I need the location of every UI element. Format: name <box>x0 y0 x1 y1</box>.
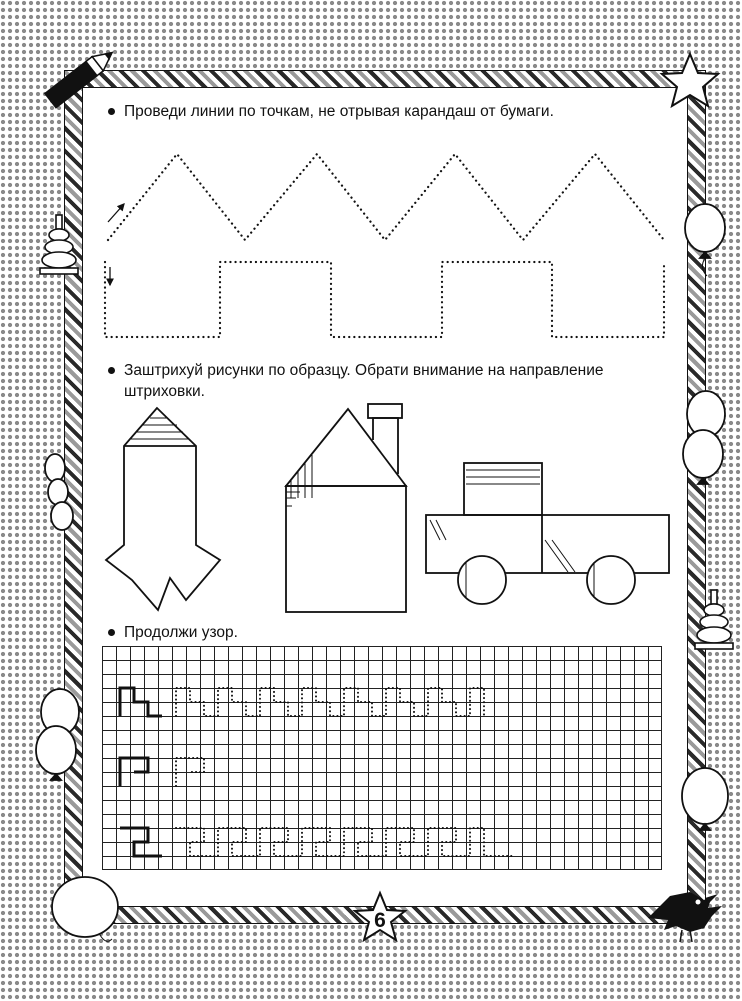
balloon-icon <box>683 391 725 484</box>
house-picture <box>286 404 406 612</box>
star-icon <box>662 54 718 106</box>
toy-pyramid-icon <box>695 590 733 649</box>
balloon-icon <box>685 204 725 276</box>
arrow-icon <box>108 204 124 222</box>
balloon-icon <box>682 768 728 830</box>
page-number: 6 <box>374 909 386 932</box>
task-continue-pattern-text: Продолжи узор. <box>124 624 238 641</box>
dotted-zigzag-line <box>108 154 664 240</box>
pattern-row-3 <box>120 828 512 856</box>
toy-pyramid-icon <box>40 215 78 274</box>
task-shade-pictures-text: Заштрихуй рисунки по образцу. Обрати внимание на направление штриховки. <box>124 362 604 400</box>
balloon-icon <box>45 454 73 530</box>
balloon-icon <box>52 877 118 941</box>
dotted-meander-line <box>105 262 664 337</box>
pattern-row-1 <box>120 688 484 716</box>
truck-picture <box>426 463 669 604</box>
balloon-icon <box>36 689 79 780</box>
pattern-row-2 <box>120 758 204 786</box>
rocket-picture <box>106 408 220 610</box>
task-trace-lines-text: Проведи линии по точкам, не отрывая карандаш от бумаги. <box>124 103 554 120</box>
crow-icon <box>648 892 722 942</box>
pencil-icon <box>45 46 118 108</box>
